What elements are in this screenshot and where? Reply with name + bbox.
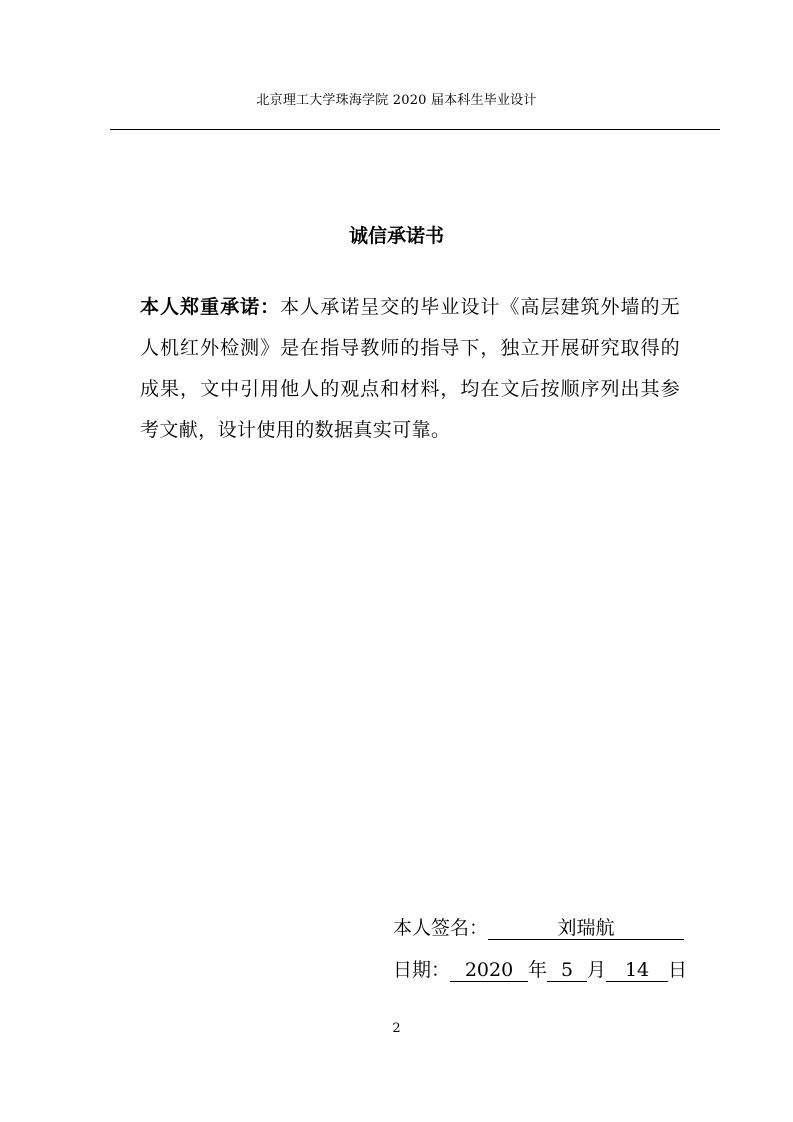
signature-row	[393, 914, 684, 942]
date-day-unit: 日	[668, 959, 688, 981]
pledge-paragraph	[140, 287, 680, 451]
page-number: 2	[392, 1021, 401, 1036]
signature-name: 刘瑞航	[488, 917, 684, 940]
signature-label: 本人签名：	[393, 917, 489, 939]
date-month-unit: 月	[587, 959, 607, 981]
pledge-text: 本人承诺呈交的毕业设计《高层建筑外墙的无人机红外检测》是在指导教师的指导下，独立开展研究取得的成果，文中引用他人的观点和材料，均在文后按顺序列出其参考文献，设计使用的数据真实可靠。	[140, 296, 680, 441]
header-divider	[110, 129, 720, 130]
date-month: 5	[547, 959, 587, 982]
document-title: 诚信承诺书	[348, 225, 444, 247]
date-label: 日期：	[393, 959, 451, 981]
date-day: 14	[606, 959, 668, 982]
pledge-lead: 本人郑重承诺：	[140, 296, 281, 318]
date-row	[393, 956, 687, 984]
running-header: 北京理工大学珠海学院 2020 届本科生毕业设计	[256, 93, 537, 108]
date-year: 2020	[450, 959, 528, 982]
date-year-unit: 年	[528, 959, 548, 981]
